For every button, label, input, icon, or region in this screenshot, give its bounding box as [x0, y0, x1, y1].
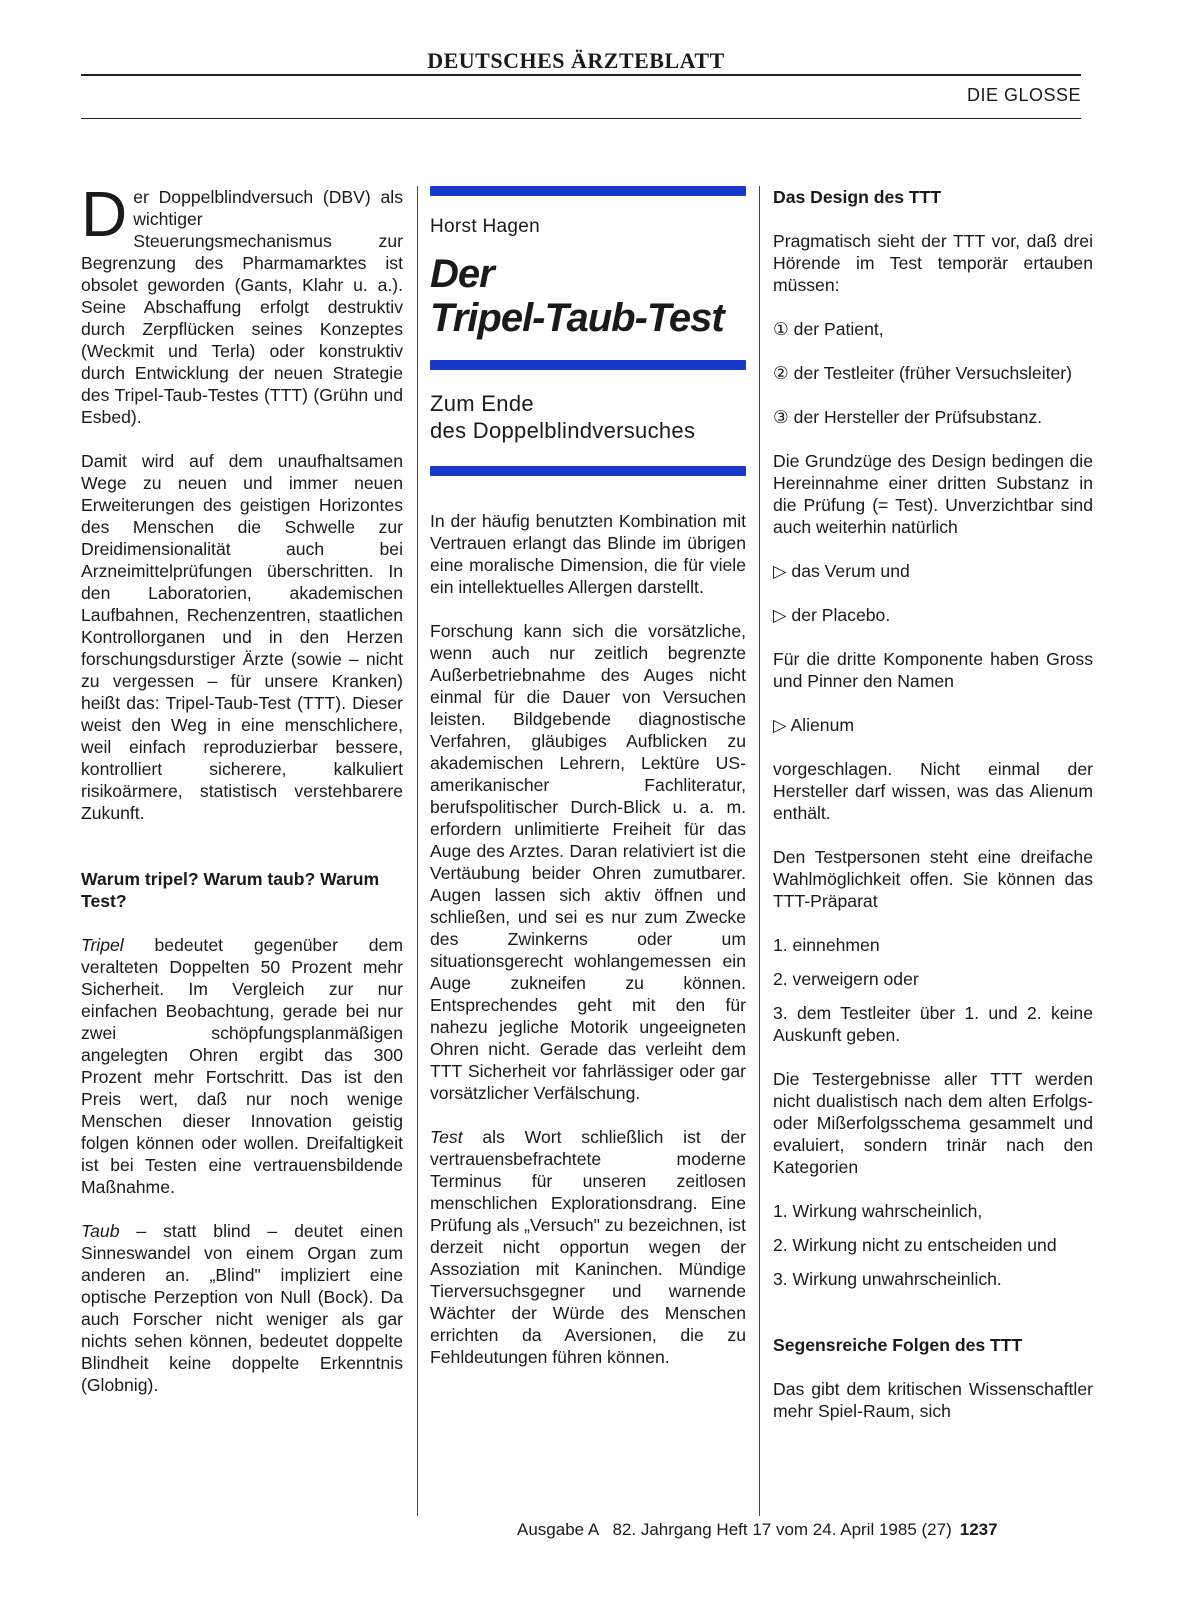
list-item: ▷ Alienum: [773, 715, 855, 735]
accent-bar: [430, 186, 746, 196]
list-item: 3. Wirkung unwahrscheinlich.: [773, 1269, 1002, 1289]
subheading: Das Design des TTT: [773, 187, 942, 207]
masthead: DEUTSCHES ÄRZTEBLATT: [427, 48, 725, 73]
list-item: 2. verweigern oder: [773, 969, 919, 989]
column-left: [81, 178, 403, 1396]
paragraph: In der häufig benutzten Kombination mit Vertrauen erlangt das Blinde im übrigen eine moralische Dimension, die für viele ein intellektuelles Allergen darstellt.: [430, 511, 746, 597]
page-number: 1237: [959, 1520, 998, 1539]
column-divider: [759, 186, 760, 1516]
paragraph: Das gibt dem kritischen Wissenschaftler mehr Spiel-Raum, sich: [773, 1379, 1093, 1421]
column-divider: [417, 186, 418, 1516]
paragraph-text: bedeutet gegenüber dem veralteten Doppelten 50 Prozent mehr Sicherheit. Im Vergleich zur nur einfachen Beobachtung, gerade bei nur zwei schöpfungsplanmäßigen angelegten Ohren ergibt das 300 Prozent mehr Fortschritt. Das ist den Preis wert, daß nur noch wenige Menschen dieser Innovation geistig folgen können oder wollen. Dreifaltigkeit ist bei Testen eine vertrauensbildende Maßnahme.: [81, 935, 403, 1197]
accent-bar: [430, 466, 746, 476]
section-rule: [81, 118, 1081, 119]
subheading: Segensreiche Folgen des TTT: [773, 1335, 1023, 1355]
issue-info: Ausgabe A 82. Jahrgang Heft 17 vom 24. April 1985 (27): [517, 1520, 952, 1539]
list-item: 2. Wirkung nicht zu entscheiden und: [773, 1235, 1057, 1255]
paragraph: [81, 1220, 403, 1396]
paragraph: Für die dritte Komponente haben Gross und Pinner den Namen: [773, 649, 1093, 691]
intro-text: er Doppelblindversuch (DBV) als wichtiger Steuerungsmechanismus zur Begrenzung des Pharmamarktes ist obsolet geworden (Gants, Klahr u. a.). Seine Abschaffung erfolgt destruktiv durch Zerpflücken seines Konzeptes (Weckmit und Terla) oder konstruktiv durch Entwicklung der neuen Strategie des Tripel-Taub-Testes (TTT) (Grühn und Esbed).: [81, 187, 403, 427]
deck-line: Zum Ende: [430, 391, 534, 416]
paragraph: vorgeschlagen. Nicht einmal der Hersteller darf wissen, was das Alienum enthält.: [773, 759, 1093, 823]
intro-paragraph: [81, 178, 403, 428]
accent-bar: [430, 360, 746, 370]
section-label: DIE GLOSSE: [966, 85, 1081, 105]
title-line: Der: [430, 252, 494, 296]
emphasis: Test: [430, 1127, 463, 1147]
article-title: [430, 252, 746, 340]
page-footer: [517, 1520, 998, 1540]
title-line: Tripel-Taub-Test: [430, 296, 724, 340]
deck-line: des Doppelblindversuches: [430, 418, 696, 443]
paragraph: Die Grundzüge des Design bedingen die Hereinnahme einer dritten Substanz in die Prüfung (= Test). Unverzichtbar sind auch weiterhin natürlich: [773, 451, 1093, 537]
masthead-rule: [81, 74, 1081, 76]
list-item: 1. Wirkung wahrscheinlich,: [773, 1201, 983, 1221]
paragraph: Damit wird auf dem unaufhaltsamen Wege zu neuen und immer neuen Erweiterungen des geistigen Horizontes des Menschen die Schwelle zur Dreidimensionalität auch bei Arzneimittelprüfungen überschritten. In den Laboratorien, akademischen Laufbahnen, Rechenzentren, staatlichen Kontrollorganen und in den Herzen forschungsdurstiger Ärzte (sowie – nicht zu vergessen – für unsere Kranken) heißt das: Tripel-Taub-Test (TTT). Dieser weist den Weg in eine menschlichere, weil einfach reproduzierbar bessere, kontrolliert sicherere, kalkuliert risikoärmere, statistisch verstehbarere Zukunft.: [81, 451, 403, 823]
article-deck: [430, 390, 746, 444]
paragraph: Forschung kann sich die vorsätzliche, wenn auch nur zeitlich begrenzte Außerbetriebnahme des Auges nicht einmal für die Dauer von Versuchen leisten. Bildgebende diagnostische Verfahren, gläubiges Aufblicken zu akademischen Lehrern, Lektüre US-amerikanischer Fachliteratur, berufspolitischer Durch-Blick u. a. m. erfordern unlimitierte Freiheit für das Auge des Arztes. Daran relativiert ist die Vertäubung beider Ohren zumutbarer. Augen lassen sich aktiv öffnen und schließen, und sei es nur zum Zwecke des Zwinkerns oder um situationsgerecht wohlangemessen ein Auge zukneifen zu können. Entsprechendes geht mit den für nahezu jegliche Motorik ungeeigneten Ohren nicht. Gerade das verleiht dem TTT Sicherheit vor fahrlässiger oder gar vorsätzlicher Verfälschung.: [430, 621, 746, 1103]
paragraph: Pragmatisch sieht der TTT vor, daß drei Hörende im Test temporär ertauben müssen:: [773, 231, 1093, 295]
emphasis: Tripel: [81, 935, 124, 955]
list-item: ③ der Hersteller der Prüfsubstanz.: [773, 407, 1043, 427]
list-item: 3. dem Testleiter über 1. und 2. keine Auskunft geben.: [773, 1003, 1093, 1045]
emphasis: Taub: [81, 1221, 120, 1241]
list-item: ① der Patient,: [773, 319, 884, 339]
author-name: Horst Hagen: [430, 216, 540, 237]
paragraph-text: als Wort schließlich ist der vertrauensbefrachtete moderne Terminus für unseren zeitlosen menschlichen Explorationsdrang. Eine Prüfung als „Versuch" zu bezeichnen, ist derzeit nicht opportun wegen der Assoziation mit Kaninchen. Mündige Tierversuchsgegner und warnende Wächter der Würde des Menschen errichten da Aversionen, die zu Fehldeutungen führen können.: [430, 1127, 746, 1367]
list-item: ▷ das Verum und: [773, 561, 910, 581]
drop-cap: D: [81, 178, 128, 250]
column-middle: [430, 186, 746, 1368]
subheading: Warum tripel? Warum taub? Warum Test?: [81, 869, 380, 911]
list-item: ▷ der Placebo.: [773, 605, 891, 625]
paragraph: [81, 934, 403, 1198]
paragraph: Den Testpersonen steht eine dreifache Wahlmöglichkeit offen. Sie können das TTT-Präparat: [773, 847, 1093, 911]
paragraph: Die Testergebnisse aller TTT werden nicht dualistisch nach dem alten Erfolgs- oder Mißerfolgsschema gesammelt und evaluiert, sondern trinär nach den Kategorien: [773, 1069, 1093, 1177]
column-right: [773, 186, 1093, 1422]
paragraph: [430, 1126, 746, 1368]
paragraph-text: – statt blind – deutet einen Sinneswandel von einem Organ zum anderen an. „Blind" impliziert eine optische Perzeption von Null (Bock). Da auch Forscher nicht weniger als gar nichts sehen können, bedeutet doppelte Blindheit keine doppelte Erkenntnis (Globnig).: [81, 1221, 403, 1395]
list-item: 1. einnehmen: [773, 935, 880, 955]
list-item: ② der Testleiter (früher Versuchsleiter): [773, 363, 1073, 383]
